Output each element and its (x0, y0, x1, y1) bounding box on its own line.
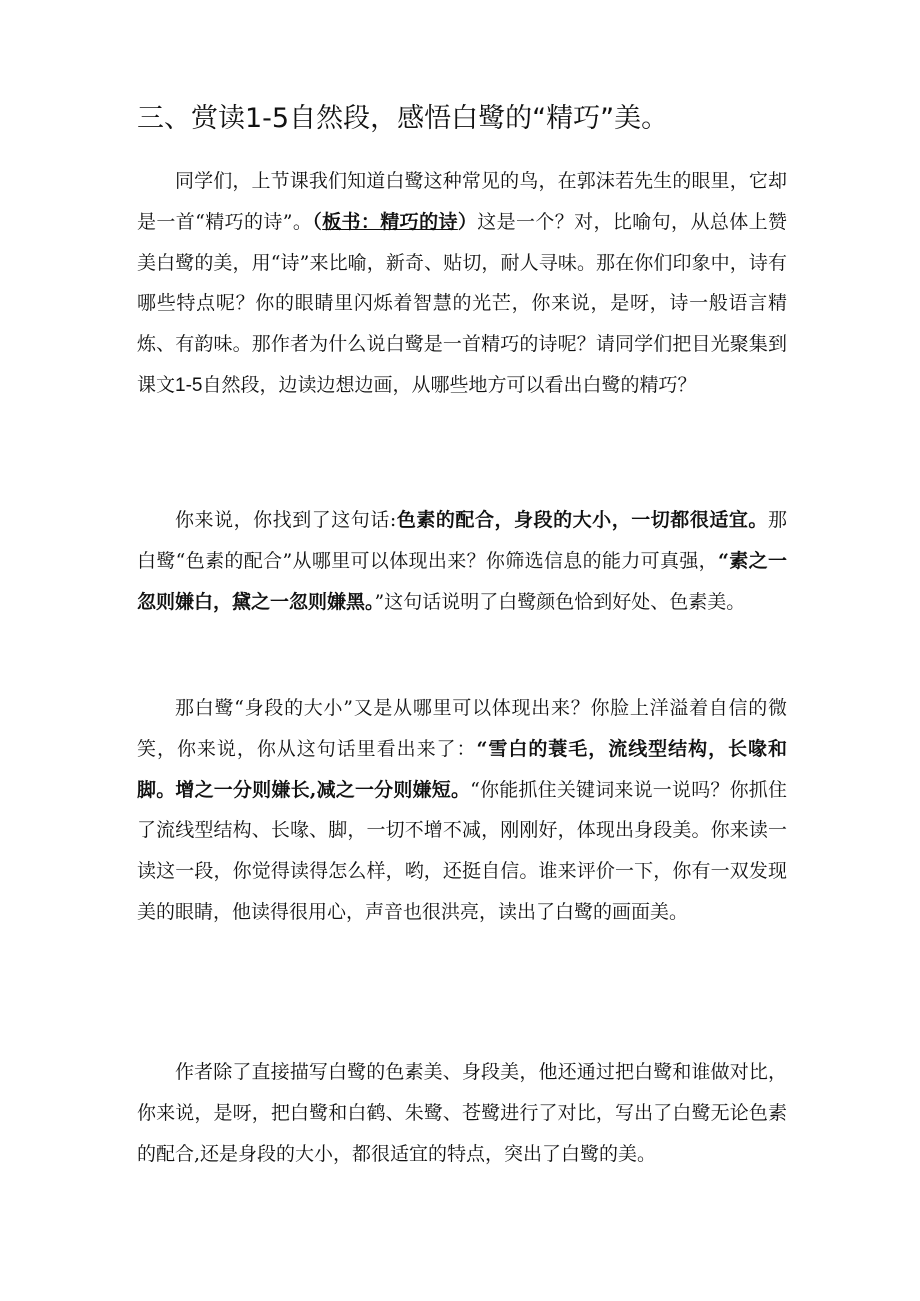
paragraph-4 (137, 1052, 787, 1174)
p2-quote-2: “素之一忽则嫌白，黛之一忽则嫌黑。 (137, 549, 787, 613)
blackboard-note: 板书：精巧的诗 (322, 210, 458, 233)
blackboard-note-open: （ (312, 210, 323, 233)
p1-text-3: 自然段，边读边想边画，从哪些地方可以看出白鹭的精巧？ (202, 373, 697, 396)
blackboard-note-close: ） (457, 210, 478, 233)
p3-text-1: 那白鹭“身段的大小”又是从哪里可以体现出来？你脸上洋溢着自信的微笑，你来说，你从这句话里看出来了： (137, 697, 787, 760)
section-heading: 三、赏读1-5自然段，感悟白鹭的“精巧”美。 (137, 103, 669, 134)
paragraph-1 (137, 161, 787, 407)
p4-text-1: 作者除了直接描写白鹭的色素美、身段美，他还通过把白鹭和谁做对比，你来说，是呀，把白鹭和白鹤、朱鹭、苍鹭进行了对比，写出了白鹭无论色素的配合,还是身段的大小，都很适宜的特点，突出了白鹭的美。 (137, 1061, 787, 1165)
paragraph-3 (137, 688, 787, 933)
p2-text-3: ”这句话说明了白鹭颜色恰到好处、色素美。 (374, 590, 746, 613)
paragraph-range: 1-5 (175, 374, 203, 396)
p1-text-1: 同学们，上节课我们知道白鹭这种常见的鸟，在郭沫若先生的眼里，它却是一首“精巧的诗”。 (137, 170, 787, 233)
p3-quote: “雪白的蓑毛，流线型结构，长喙和脚。增之一分则嫌长,减之一分则嫌短。 (137, 737, 787, 801)
p2-quote-1: 色素的配合，身段的大小，一切都很适宜。 (396, 509, 768, 531)
paragraph-2 (137, 500, 787, 622)
p1-text-2: 这是一个？对，比喻句，从总体上赞美白鹭的美，用“诗”来比喻，新奇、贴切，耐人寻味。那在你们印象中，诗有哪些特点呢？你的眼睛里闪烁着智慧的光芒，你来说，是呀，诗一般语言精炼、有韵味。那作者为什么说白鹭是一首精巧的诗呢？请同学们把目光聚集到课文 (137, 210, 787, 396)
p2-text-1: 你来说，你找到了这句话: (175, 509, 397, 531)
p2-text-2: 那白鹭“色素的配合”从哪里可以体现出来？你筛选信息的能力可真强， (137, 509, 787, 572)
p3-text-2: “你能抓住关键词来说一说吗？你抓住了流线型结构、长喙、脚，一切不增不减，刚刚好，体现出身段美。你来读一读这一段，你觉得读得怎么样，哟，还挺自信。谁来评价一下，你有一双发现美的眼睛，他读得很用心，声音也很洪亮，读出了白鹭的画面美。 (137, 778, 787, 923)
